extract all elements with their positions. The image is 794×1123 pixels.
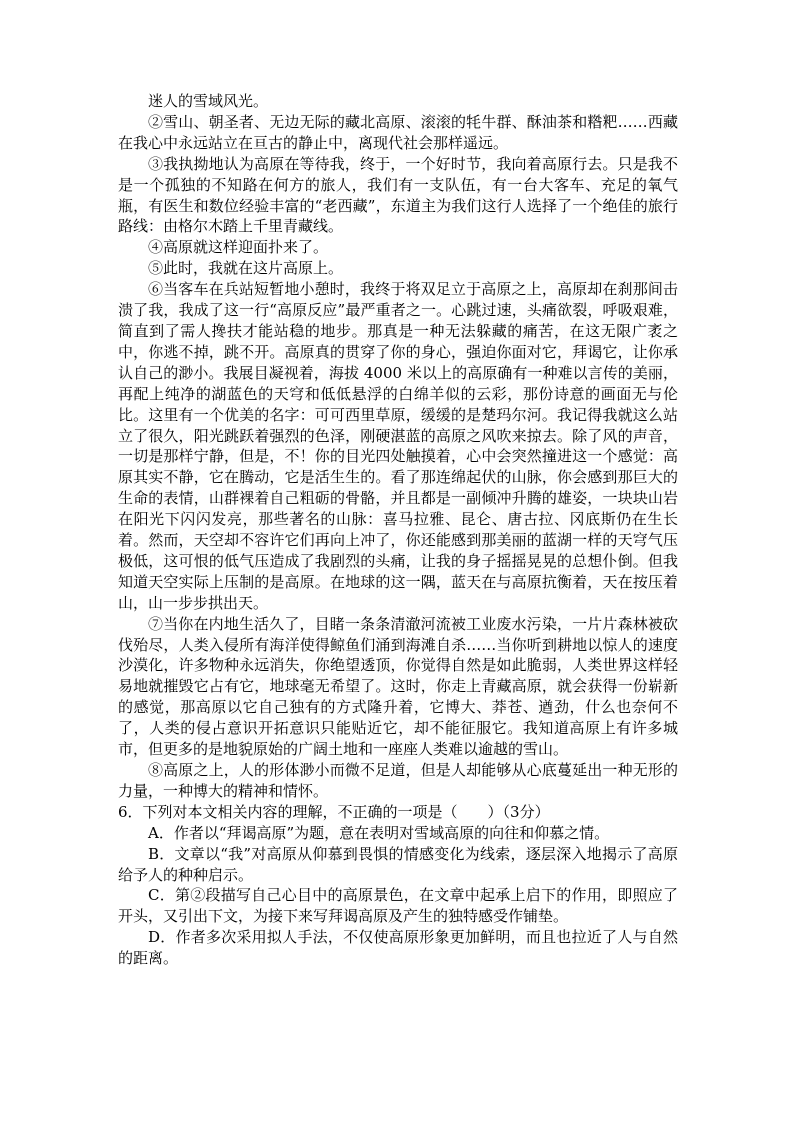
- question-option-c: C．第②段描写自己心目中的高原景色，在文章中起承上启下的作用，即照应了开头，又引出下文，为接下来写拜谒高原及产生的独特感受作铺垫。: [118, 886, 678, 926]
- passage-paragraph-3: ③我执拗地认为高原在等待我，终于，一个好时节，我向着高原行去。只是我不是一个孤独的不知路在何方的旅人，我们有一支队伍，有一台大客车、充足的氧气瓶，有医生和数位经验丰富的“老西藏”，东道主为我们这行人选择了一个绝佳的旅行路线：由格尔木踏上千里青藏线。: [118, 154, 678, 236]
- passage-paragraph-2: ②雪山、朝圣者、无边无际的藏北高原、滚滚的牦牛群、酥油茶和糌粑……西藏在我心中永远站立在亘古的静止中，离现代社会那样遥远。: [118, 112, 678, 152]
- passage-paragraph-8: ⑧高原之上，人的形体渺小而微不足道，但是人却能够从心底蔓延出一种无形的力量，一种博大的精神和情怀。: [118, 761, 678, 800]
- passage-paragraph-4: ④高原就这样迎面扑来了。: [148, 238, 329, 257]
- passage-paragraph-6: ⑥当客车在兵站短暂地小憩时，我终于将双足立于高原之上，高原却在刹那间击溃了我，我成了这一行“高原反应”最严重者之一。心跳过速，头痛欲裂，呼吸艰难，简直到了需人搀扶才能站稳的地步。那真是一种无法躲藏的痛苦，在这无限广袤之中，你逃不掉，跳不开。高原真的贯穿了你的身心，强迫你面对它，拜谒它，让你承认自己的渺小。我展目凝视着，海拔 4000 米以上的高原确有一种难以言传的美丽，再配上纯净的湖蓝色的天穹和低低悬浮的白绵羊似的云彩，那份诗意的画面无与伦比。这里有一个优美的名字：可可西里草原，缓缓的是楚玛尔河。我记得我就这么站立了很久，阳光跳跃着强烈的色泽，刚硬湛蓝的高原之风吹来掠去。除了风的声音，一切是那样宁静，但是，不！你的目光四处触摸着，心中会突然撞进这一个感觉：高原其实不静，它在腾动，它是活生生的。看了那连绵起伏的山脉，你会感到那巨大的生命的表情，山群裸着自己粗砺的骨骼，并且都是一副倾冲升腾的雄姿，一块块山岩在阳光下闪闪发亮，那些著名的山脉：喜马拉雅、昆仑、唐古拉、冈底斯仍在生长着。然而，天空却不容许它们再向上冲了，你还能感到那美丽的蓝湖一样的天穹气压极低，这可恨的低气压造成了我剧烈的头痛，让我的身子摇摇晃晃的总想仆倒。但我知道天空实际上压制的是高原。在地球的这一隅，蓝天在与高原抗衡着，天在按压着山，山一步步拱出天。: [118, 280, 678, 612]
- document-page: [118, 91, 678, 969]
- question-option-d: D．作者多次采用拟人手法，不仅使高原形象更加鲜明，而且也拉近了人与自然的距离。: [118, 928, 678, 968]
- question-option-a: A．作者以“拜谒高原”为题，意在表明对雪域高原的向往和仰慕之情。: [148, 823, 610, 842]
- question-stem: 6．下列对本文相关内容的理解，不正确的一项是（ ）（3分）: [118, 802, 550, 821]
- question-option-b: B．文章以“我”对高原从仰慕到畏惧的情感变化为线索，逐层深入地揭示了高原给予人的种种启示。: [118, 844, 678, 884]
- passage-paragraph-7: ⑦当你在内地生活久了，目睹一条条清澈河流被工业废水污染，一片片森林被砍伐殆尽，人类入侵所有海洋使得鲸鱼们涌到海滩自杀……当你听到耕地以惊人的速度沙漠化，许多物种永远消失，你绝望透顶，你觉得自然是如此脆弱，人类世界这样轻易地就摧毁它占有它，地球毫无希望了。这时，你走上青藏高原，就会获得一份崭新的感觉，那高原以它自己独有的方式隆升着，它博大、莽苍、遒劲，什么也奈何不了，人类的侵占意识开拓意识只能贴近它，却不能征服它。我知道高原上有许多城市，但更多的是地貌原始的广阔土地和一座座人类难以逾越的雪山。: [118, 614, 678, 759]
- passage-paragraph-5: ⑤此时，我就在这片高原上。: [148, 259, 344, 278]
- passage-paragraph-continuation: 迷人的雪域风光。: [148, 92, 269, 110]
